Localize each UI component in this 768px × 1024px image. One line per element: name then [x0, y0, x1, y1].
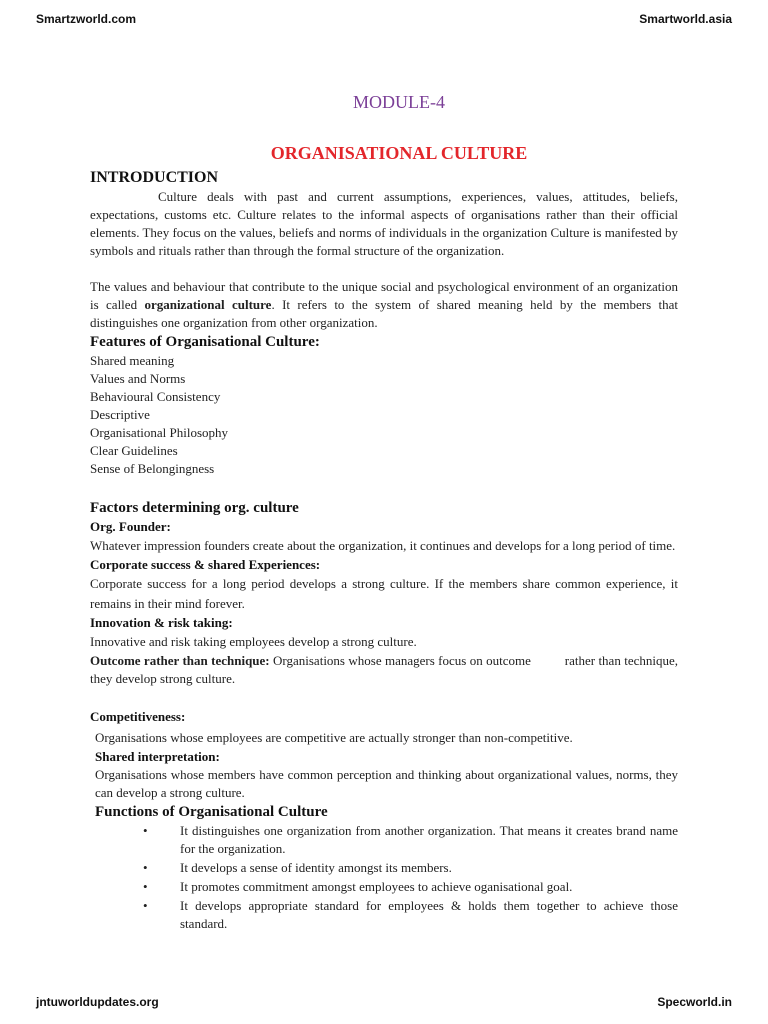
success-heading: Corporate success & shared Experiences:	[90, 557, 321, 572]
innovation-text: Innovative and risk taking employees develop a strong culture.	[90, 634, 417, 649]
outcome-paragraph	[90, 652, 682, 688]
innovation-heading: Innovation & risk taking:	[90, 615, 233, 630]
page-title: ORGANISATIONAL CULTURE	[270, 143, 528, 163]
founder-heading: Org. Founder:	[90, 519, 171, 534]
features-list	[90, 352, 678, 478]
introduction-heading: INTRODUCTION	[90, 169, 219, 186]
list-item: Organisational Philosophy	[90, 425, 229, 440]
footer-left-site: jntuworldupdates.org	[36, 995, 159, 1009]
list-item: Shared meaning	[90, 353, 175, 368]
list-item: Behavioural Consistency	[90, 389, 221, 404]
outcome-text: Organisations whose managers focus on outcome rather than technique, they develop strong culture.	[90, 653, 682, 686]
footer-right-site: Specworld.in	[657, 995, 732, 1009]
list-item: • It develops a sense of identity amongst its members.	[180, 859, 678, 877]
header-left-site: Smartzworld.com	[36, 12, 137, 26]
functions-list	[90, 822, 678, 933]
list-item: Values and Norms	[90, 371, 186, 386]
header-right-site: Smartworld.asia	[639, 12, 732, 26]
list-item: Sense of Belongingness	[90, 461, 215, 476]
shared-interpretation-heading: Shared interpretation:	[95, 749, 220, 764]
bold-term: organizational culture	[144, 297, 272, 312]
features-heading: Features of Organisational Culture:	[90, 334, 320, 350]
functions-heading: Functions of Organisational Culture	[95, 804, 328, 820]
list-item: Descriptive	[90, 407, 150, 422]
document-body	[90, 92, 682, 934]
introduction-paragraph-2: The values and behaviour that contribute to the unique social and psychological environment of an organization is called organizational culture. It refers to the system of shared meaning held by the members that distinguishes one organization from other organization.	[90, 279, 678, 330]
list-item: • It promotes commitment amongst employees to achieve oganisational goal.	[180, 878, 678, 896]
competitiveness-text: Organisations whose employees are competitive are actually stronger than non-competitive.	[95, 730, 573, 745]
list-item: • It develops appropriate standard for employees & holds them together to achieve those standard.	[180, 897, 678, 933]
competitiveness-heading: Competitiveness:	[90, 709, 186, 724]
list-item: • It distinguishes one organization from another organization. That means it creates brand name for the organization.	[180, 822, 678, 858]
module-heading: MODULE-4	[353, 92, 445, 112]
introduction-paragraph-1: Culture deals with past and current assumptions, experiences, values, attitudes, beliefs, expectations, customs etc. Culture relates to the informal aspects of organisations rather than their official elements. They focus on the values, beliefs and norms of individuals in the organization Culture is manifested by symbols and rituals rather than through the formal structure of the organization.	[90, 189, 678, 258]
list-item: Clear Guidelines	[90, 443, 178, 458]
outcome-heading: Outcome rather than technique:	[90, 653, 270, 668]
founder-text: Whatever impression founders create about the organization, it continues and develops for a long period of time.	[90, 538, 676, 553]
shared-interpretation-text: Organisations whose members have common perception and thinking about organizational values, norms, they can develop a strong culture.	[95, 767, 678, 800]
success-text: Corporate success for a long period develops a strong culture. If the members share common experience, it remains in their mind forever.	[90, 576, 678, 611]
factors-heading: Factors determining org. culture	[90, 500, 299, 516]
